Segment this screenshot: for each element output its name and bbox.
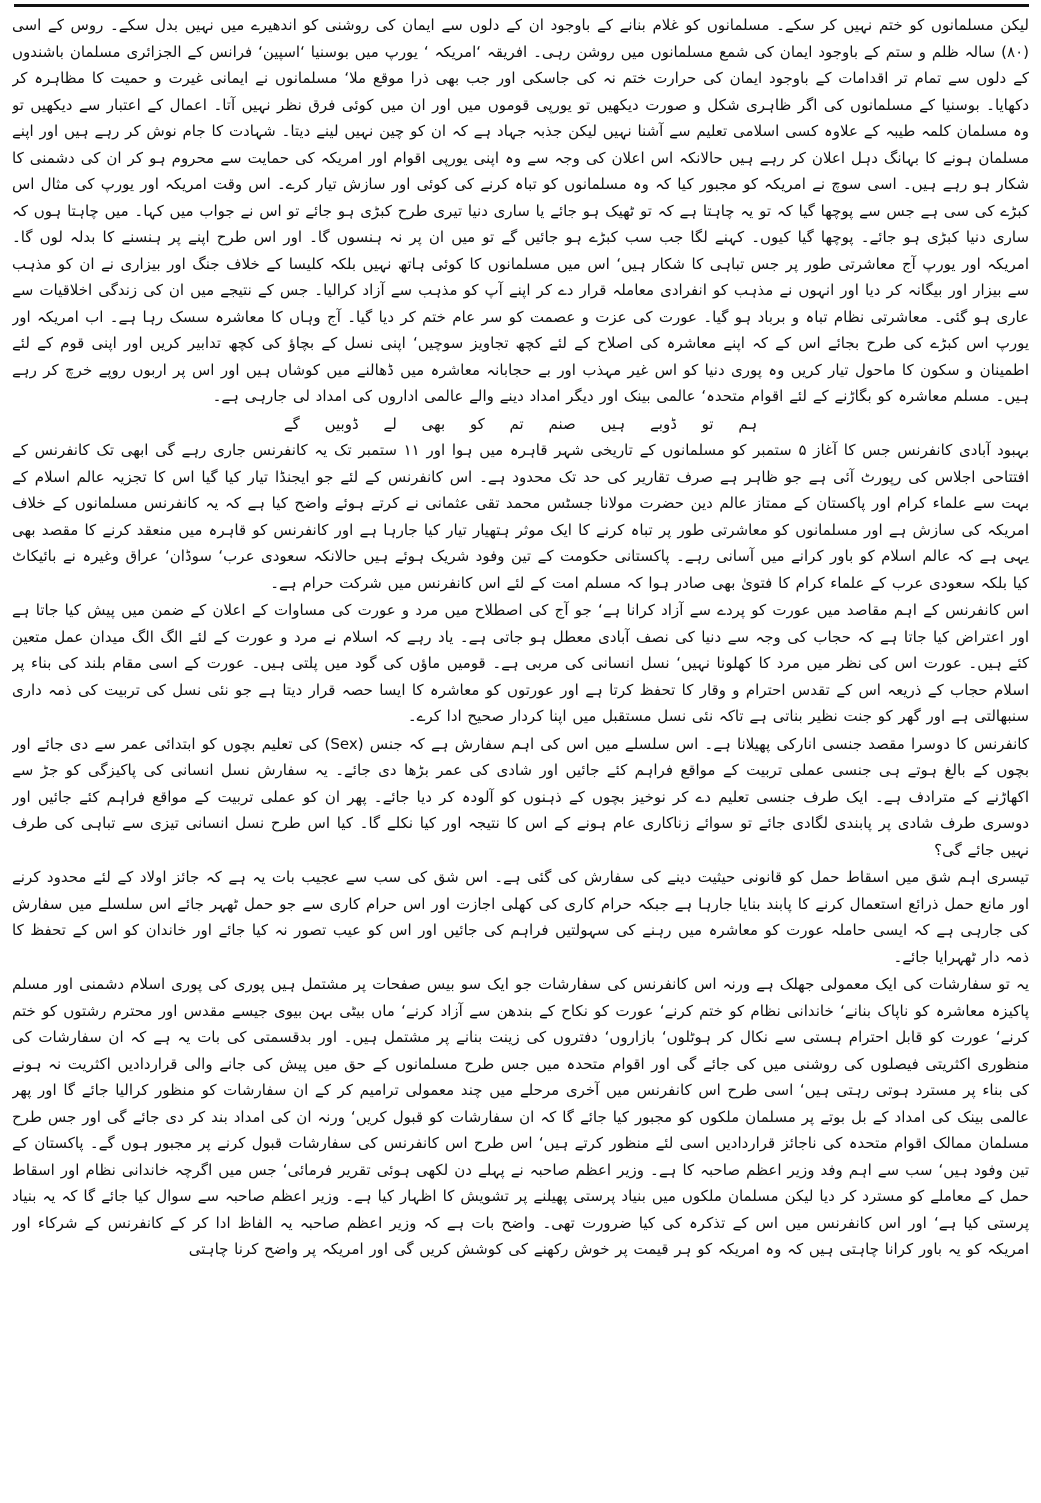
paragraph-3: اس کانفرنس کے اہم مقاصد میں عورت کو پردے سے آزاد کرانا ہے‘ جو آج کی اصطلاح میں مرد و عورت کی مساوات کے اعلان کے ضمن میں پیش کیا جاتا ہے اور اعتراض کیا جاتا ہے کہ حجاب کی وجہ سے دنیا کی نصف آبادی معطل ہو جاتی ہے۔ یاد رہے کہ اسلام نے مرد و عورت کے لئے الگ الگ میدان عمل متعین کئے ہیں۔ عورت اس کی نظر میں مرد کا کھلونا نہیں‘ نسل انسانی کی مربی ہے۔ قومیں ماؤں کی گود میں پلتی ہیں۔ عورت کے اسی مقام بلند کی بناء پر اسلام حجاب کے ذریعہ اس کے تقدس احترام و وقار کا تحفظ کرتا ہے اور عورتوں کو معاشرہ کا ایسا حصہ قرار دیتا ہے جو نئی نسل کی تربیت کی ذمہ داری سنبھالتی ہے اور گھر کو جنت نظیر بناتی ہے تاکہ نئی نسل مستقبل میں اپنا کردار صحیح ادا کرے۔ <box>12 601 1029 725</box>
paragraph-6: یہ تو سفارشات کی ایک معمولی جھلک ہے ورنہ اس کانفرنس کی سفارشات جو ایک سو بیس صفحات پر مشتمل ہیں پوری کی پوری اسلام دشمنی اور مسلم پاکیزہ معاشرہ کو ناپاک بنانے‘ خاندانی نظام کو ختم کرنے‘ عورت کو نکاح کے بندھن سے آزاد کرنے‘ ماں بیٹی بہن بیوی جیسے مقدس اور محترم رشتوں کو ختم کرنے‘ عورت کو قابل احترام ہستی سے نکال کر ہوٹلوں‘ بازاروں‘ دفتروں کی زینت بنانے پر مشتمل ہیں۔ اور بدقسمتی کی بات یہ ہے کہ ان سفارشات کی منظوری اکثریتی فیصلوں کی روشنی میں کی جائے گی اور اقوام متحدہ میں جس طرح مسلمانوں کے حق میں پیش کی جانے والی قراردادیں اکثریت نہ ہونے کی بناء پر مسترد ہوتی رہتی ہیں‘ اسی طرح اس کانفرنس میں آخری مرحلے میں چند معمولی ترامیم کر کے ان سفارشات کو منظور کرالیا جائے گا اور پھر عالمی بینک کی امداد کے بل بوتے پر مسلمان ملکوں کو مجبور کیا جائے گا کہ ان سفارشات کو قبول کریں‘ ورنہ ان کی امداد بند کر دی جائے گی اور جس طرح مسلمان ممالک اقوام متحدہ کی ناجائز قراردادیں اسی لئے منظور کرتے ہیں‘ اس طرح اس کانفرنس کی سفارشات قبول کرنے پر مجبور ہوں گے۔ پاکستان کے تین وفود ہیں‘ سب سے اہم وفد وزیر اعظم صاحبہ کا ہے۔ وزیر اعظم صاحبہ نے پہلے دن لکھی ہوئی تقریر فرمائی‘ جس میں اگرچہ خاندانی نظام اور اسقاط حمل کے معاملے کو مسترد کر دیا لیکن مسلمان ملکوں میں بنیاد پرستی پھیلنے پر تشویش کا اظہار کیا ہے۔ وزیر اعظم صاحبہ سے سوال کیا جائے گا کہ یہ بنیاد پرستی کیا ہے‘ اور اس کانفرنس میں اس کے تذکرہ کی کیا ضرورت تھی۔ واضح بات ہے کہ وزیر اعظم صاحبہ یہ الفاظ ادا کر کے کانفرنس کے شرکاء اور امریکہ کو یہ باور کرانا چاہتی ہیں کہ وہ امریکہ کو ہر قیمت پر خوش رکھنے کی کوشش کریں گی اور امریکہ پر واضح کرنا چاہتی <box>12 975 1029 1258</box>
paragraph-4: کانفرنس کا دوسرا مقصد جنسی انارکی پھیلانا ہے۔ اس سلسلے میں اس کی اہم سفارش ہے کہ جنس (Sex) کی تعلیم بچوں کو ابتدائی عمر سے دی جائے اور بچوں کے بالغ ہوتے ہی جنسی عملی تربیت کے مواقع فراہم کئے جائیں اور شادی کی عمر بڑھا دی جائے۔ یہ سفارش نسل انسانی کی پاکیزگی کو جڑ سے اکھاڑنے کے مترادف ہے۔ ایک طرف جنسی تعلیم دے کر نوخیز بچوں کے ذہنوں کو آلودہ کر دیا جائے۔ پھر ان کو عملی تربیت کے مواقع فراہم کئے جائیں اور دوسری طرف شادی پر پابندی لگادی جائے تو سوائے زناکاری عام ہونے کے اس کا نتیجہ اور کیا نکلے گا۔ کیا اس طرح نسل انسانی تیزی سے تباہی کی طرف نہیں جائے گی؟ <box>12 734 1029 859</box>
article-body <box>12 12 1029 1499</box>
top-rule <box>14 4 1029 7</box>
paragraph-5: تیسری اہم شق میں اسقاط حمل کو قانونی حیثیت دینے کی سفارش کی گئی ہے۔ اس شق کی سب سے عجیب بات یہ ہے کہ جائز اولاد کے لئے محدود کرنے اور مانع حمل ذرائع استعمال کرنے کا پابند بنایا جارہا ہے جبکہ حرام کاری کی کھلی اجازت اور اس حرام کاری سے جو حمل ٹھہر جائے اس سلسلے میں سفارش کی جارہی ہے کہ ایسی حاملہ عورت کو معاشرہ میں رہنے کی سہولتیں فراہم کی جائیں اور اس کو عیب تصور نہ کیا جائے اور خاندان کو اس کے تحفظ کا ذمہ دار ٹھہرایا جائے۔ <box>12 868 1029 966</box>
verse-line: ہم تو ڈوبے ہیں صنم تم کو بھی لے ڈوبیں گے <box>283 414 758 433</box>
paragraph-2: بہبود آبادی کانفرنس جس کا آغاز ۵ ستمبر کو مسلمانوں کے تاریخی شہر قاہرہ میں ہوا اور ۱۱ ستمبر تک یہ کانفرنس جاری رہے گی ابھی تک کانفرنس کے افتتاحی اجلاس کی رپورٹ آئی ہے جو ظاہر ہے صرف تقاریر کی حد تک محدود ہے۔ اس کانفرنس کے لئے جو ایجنڈا تیار کیا گیا اس کا تجزیہ عالم اسلام کے بہت سے علماء کرام اور پاکستان کے ممتاز عالم دین حضرت مولانا جسٹس محمد تقی عثمانی نے کرتے ہوئے واضح کیا ہے کہ یہ کانفرنس مسلمانوں کے خلاف امریکہ کی سازش ہے اور مسلمانوں کو معاشرتی طور پر تباہ کرنے کا ایک موثر ہتھیار تیار کیا جارہا ہے اور کانفرنس کو قاہرہ میں منعقد کرنے کا مقصد بھی یہی ہے کہ عالم اسلام کو باور کرانے میں آسانی رہے۔ پاکستانی حکومت کے تین وفود شریک ہوئے ہیں حالانکہ سعودی عرب‘ سوڈان‘ عراق وغیرہ نے بائیکاٹ کیا بلکہ سعودی عرب کے علماء کرام کا فتویٰ بھی صادر ہوا کہ مسلم امت کے لئے اس کانفرنس میں شرکت حرام ہے۔ <box>12 441 1029 592</box>
paragraph-1: لیکن مسلمانوں کو ختم نہیں کر سکے۔ مسلمانوں کو غلام بنانے کے باوجود ان کے دلوں سے ایمان کی روشنی کو اندھیرے میں نہیں بدل سکے۔ روس کے اسی (۸۰) سالہ ظلم و ستم کے باوجود ایمان کی شمع مسلمانوں میں روشن رہی۔ افریقہ ‘امریکہ ‘ یورپ میں بوسنیا ‘اسپین‘ فرانس کے الجزائری مسلمان باشندوں کے دلوں سے تمام تر اقدامات کے باوجود ایمان کی حرارت ختم نہ کی جاسکی اور جب بھی ذرا موقع ملا‘ مسلمانوں نے ایمانی غیرت و حمیت کا مظاہرہ کر دکھایا۔ بوسنیا کے مسلمانوں کی اگر ظاہری شکل و صورت دیکھیں تو یورپی قوموں میں اور ان میں کوئی فرق نظر نہیں آتا۔ اعمال کے اعتبار سے دیکھیں تو وہ مسلمان کلمہ طیبہ کے علاوہ کسی اسلامی تعلیم سے آشنا نہیں لیکن جذبہ جہاد ہے کہ ان کو چین نہیں لینے دیتا۔ شہادت کا جام نوش کر رہے ہیں اور اپنے مسلمان ہونے کا بہانگ دہل اعلان کر رہے ہیں حالانکہ اس اعلان کی وجہ سے وہ اپنی یورپی اقوام اور امریکہ کی حمایت سے محروم ہو کر ان کی دشمنی کا شکار ہو رہے ہیں۔ اسی سوچ نے امریکہ کو مجبور کیا کہ وہ مسلمانوں کو تباہ کرنے کی کوئی اور سازش تیار کرے۔ اس وقت امریکہ اور یورپ کی مثال اس کبڑے کی سی ہے جس سے پوچھا گیا کہ تو یہ چاہتا ہے کہ تو ٹھیک ہو جائے یا ساری دنیا تیری طرح کبڑی ہو جائے تو اس نے جواب میں کہا۔ میں چاہتا ہوں کہ ساری دنیا کبڑی ہو جائے۔ پوچھا گیا کیوں۔ کہنے لگا جب سب کبڑے ہو جائیں گے تو میں ان پر نہ ہنسوں گا۔ اور اس طرح اپنے پر ہنسنے کا بدلہ لوں گا۔ امریکہ اور یورپ آج معاشرتی طور پر جس تباہی کا شکار ہیں‘ اس میں مسلمانوں کا کوئی ہاتھ نہیں بلکہ کلیسا کے خلاف جنگ اور بیزاری نے ان کو مذہب سے بیزار اور بیگانہ کر دیا اور انہوں نے مذہب کو انفرادی معاملہ قرار دے کر اپنے آپ کو مذہب سے آزاد کرالیا۔ جس کے نتیجے میں ان کی زندگی اخلاقیات سے عاری ہو گئی۔ معاشرتی نظام تباہ و برباد ہو گیا۔ عورت کی عزت و عصمت کو سر عام ختم کر دیا گیا۔ آج وہاں کا معاشرہ سسک رہا ہے۔ اب امریکہ اور یورپ اس کبڑے کی طرح بجائے اس کے کہ اپنے معاشرہ کی اصلاح کے لئے کچھ تجاویز سوچیں‘ اپنی نسل کے بچاؤ کی کچھ تدابیر کریں اور اپنی قوم کے لئے اطمینان و سکون کا ماحول تیار کریں وہ پوری دنیا کو اس غیر مہذب اور بے حجابانہ معاشرہ میں ڈھالنے میں کوشاں ہیں اور اس پر اربوں روپے خرچ کر رہے ہیں۔ مسلم معاشرہ کو بگاڑنے کے لئے اقوام متحدہ‘ عالمی بینک اور دیگر امداد دینے والے عالمی اداروں کی امداد لی جارہی ہے۔ <box>12 16 1029 405</box>
